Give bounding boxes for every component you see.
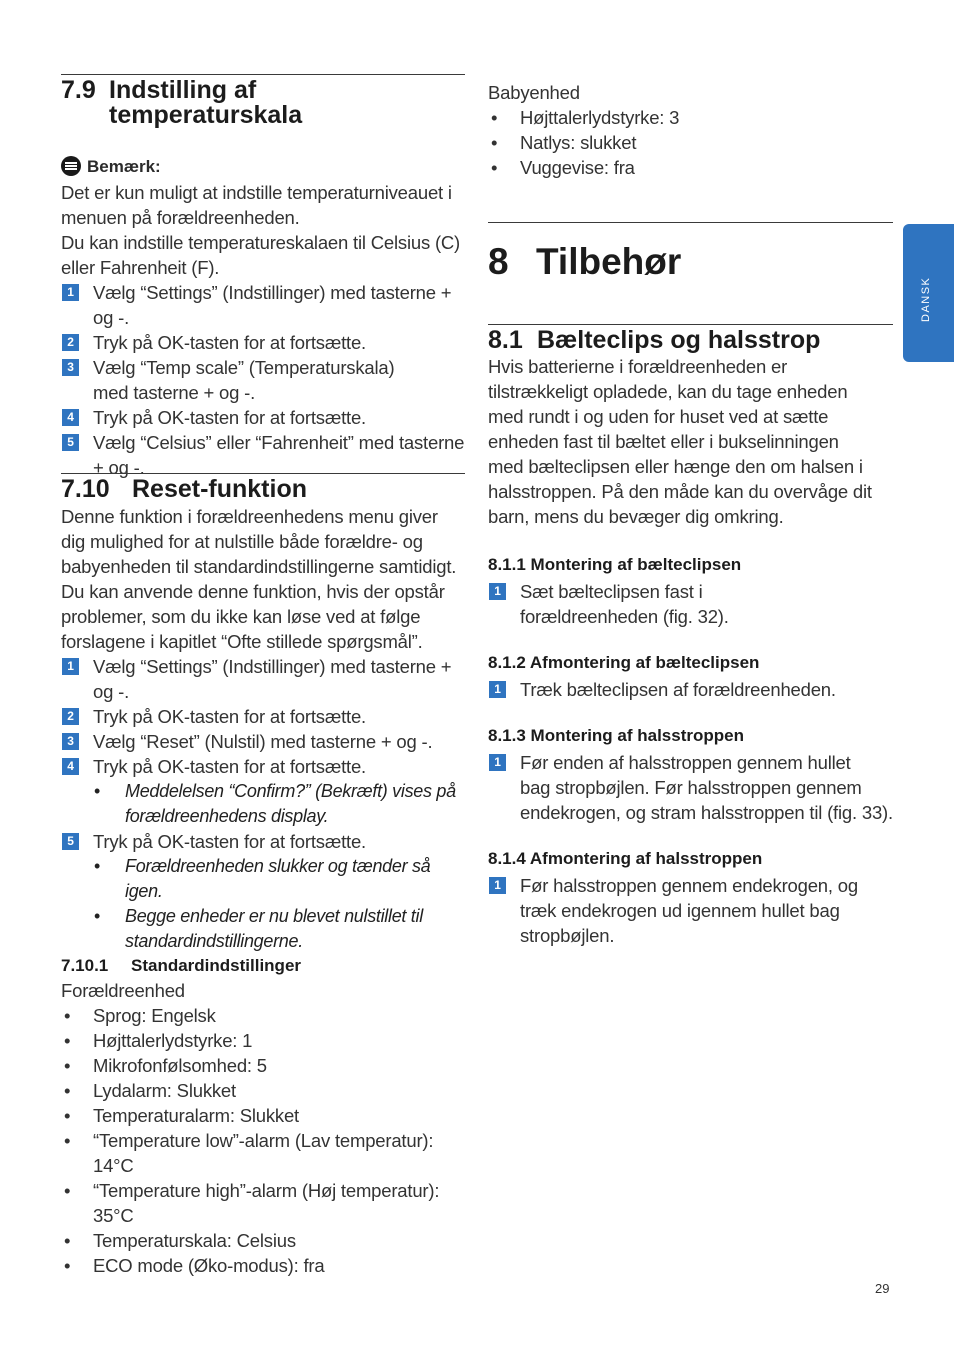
list-item-text: • Mikrofonfølsomhed: 5 — [93, 1055, 267, 1076]
step-text: med tasterne + og -. — [93, 382, 256, 403]
step-number: 1 — [62, 658, 79, 675]
paragraph-line: tilstrækkeligt opladede, kan du tage enheden — [488, 381, 848, 402]
step-text: Tryk på OK-tasten for at fortsætte. — [93, 407, 366, 428]
section-number: 7.10 — [61, 475, 110, 503]
step-result — [61, 854, 471, 904]
steps-7-9 — [61, 280, 471, 480]
page-number: 29 — [875, 1281, 890, 1296]
paragraph-line: med rundt i og uden for huset ved at sætte — [488, 406, 829, 427]
language-tab-label: DANSK — [920, 276, 932, 322]
list-item: • Natlys: slukket — [488, 130, 893, 155]
subsection-title: 8.1.2 Afmontering af bælteclipsen — [488, 653, 760, 672]
step-text: Vælg “Temp scale” (Temperaturskala) — [93, 357, 395, 378]
step-text: Før halsstroppen gennem endekrogen, og — [520, 875, 858, 896]
paragraph-line: dig mulighed for at nulstille både forældre- og — [61, 531, 423, 552]
paragraph-line: enheden fast til bæltet eller i bukselinningen — [488, 431, 839, 452]
step-result — [61, 779, 471, 829]
step-text: + og -. — [93, 457, 145, 478]
subsection-title: 8.1.4 Afmontering af halsstroppen — [488, 849, 763, 868]
step — [61, 704, 471, 729]
result-text: standardindstillingerne. — [125, 931, 303, 951]
step — [61, 829, 471, 854]
heading-7-10-1 — [61, 956, 301, 976]
note-header — [61, 154, 161, 179]
heading-8-1 — [488, 328, 820, 353]
list-item-text: • Lydalarm: Slukket — [93, 1080, 236, 1101]
step-number: 3 — [62, 359, 79, 376]
list-item: • Vuggevise: fra — [488, 155, 893, 180]
step — [61, 330, 471, 355]
step-number: 2 — [62, 334, 79, 351]
list-item — [61, 1053, 471, 1078]
subsection-title: 8.1.1 Montering af bælteclipsen — [488, 555, 742, 574]
section-7-10-intro — [61, 504, 471, 654]
step-text: Tryk på OK-tasten for at fortsætte. — [93, 332, 366, 353]
chapter-divider — [488, 222, 893, 223]
parent-unit-label: Forældreenhed — [61, 980, 185, 1001]
step-text: Før enden af halsstroppen gennem hullet — [520, 752, 851, 773]
subsection — [488, 726, 898, 825]
subsection — [488, 555, 898, 629]
section-title: Bælteclips og halsstrop — [537, 326, 821, 354]
note-icon — [61, 156, 81, 176]
list-item-text: 35°C — [93, 1205, 134, 1226]
step-number: 1 — [489, 754, 506, 771]
list-item: • Højttalerlydstyrke: 3 — [488, 105, 893, 130]
note-line: menuen på forældreenheden. — [61, 207, 300, 228]
step-text: Vælg “Celsius” eller “Fahrenheit” med tasterne — [93, 432, 465, 453]
section-7-9 — [61, 78, 465, 128]
result-text: • Begge enheder er nu blevet nulstillet til — [125, 906, 423, 926]
list-item — [61, 1228, 471, 1253]
step — [61, 729, 471, 754]
step-number: 1 — [489, 583, 506, 600]
section-title: Standardindstillinger — [131, 956, 302, 975]
step-text: Tryk på OK-tasten for at fortsætte. — [93, 756, 366, 777]
step-text: Vælg “Reset” (Nulstil) med tasterne + og -. — [93, 731, 433, 752]
step-text: Træk bælteclipsen af forældreenheden. — [520, 679, 836, 700]
step-text: Sæt bælteclipsen fast i — [520, 581, 703, 602]
list-item-text: • ECO mode (Øko-modus): fra — [93, 1255, 325, 1276]
section-number: 7.10.1 — [61, 956, 109, 975]
subsection-title: 8.1.3 Montering af halsstroppen — [488, 726, 744, 745]
paragraph-line: forslagene i kapitlet “Ofte stillede spørgsmål”. — [61, 631, 423, 652]
note-line: Du kan indstille temperatureskalaen til Celsius (C) — [61, 232, 461, 253]
step-number: 1 — [62, 284, 79, 301]
step-number: 4 — [62, 758, 79, 775]
step — [488, 677, 898, 702]
step-text: Vælg “Settings” (Indstillinger) med tasterne + og -. — [93, 282, 452, 328]
steps-7-10 — [61, 654, 471, 954]
result-text: forældreenhedens display. — [125, 806, 329, 826]
subsection — [488, 849, 898, 948]
step — [61, 405, 471, 430]
step-text: træk endekrogen ud igennem hullet bag — [520, 900, 840, 921]
step — [61, 654, 471, 704]
section-title-line2: temperaturskala — [109, 101, 303, 129]
step-text: forældreenheden (fig. 32). — [520, 606, 729, 627]
step-text: og -. — [93, 681, 130, 702]
section-number: 7.9 — [61, 76, 96, 104]
list-item-text: • Sprog: Engelsk — [93, 1005, 216, 1026]
paragraph-line: Du kan anvende denne funktion, hvis der opstår — [61, 581, 445, 602]
list-item-text: • “Temperature high”-alarm (Høj temperatur): — [93, 1180, 440, 1201]
note-line: Det er kun muligt at indstille temperaturniveauet i — [61, 182, 452, 203]
step-text: Tryk på OK-tasten for at fortsætte. — [93, 706, 366, 727]
step-text: endekrogen, og stram halsstroppen til (fig. 33). — [520, 802, 893, 823]
paragraph-line: Hvis batterierne i forældreenheden er — [488, 356, 788, 377]
section-divider — [488, 324, 893, 325]
list-item-text: • Højttalerlydstyrke: 1 — [93, 1030, 253, 1051]
baby-unit-label: Babyenhed — [488, 82, 580, 103]
chapter-number: 8 — [488, 241, 509, 282]
baby-defaults-list — [488, 105, 893, 180]
list-item — [61, 1003, 471, 1028]
list-item — [61, 1253, 471, 1278]
step-number: 1 — [489, 681, 506, 698]
step-number: 3 — [62, 733, 79, 750]
paragraph-line: barn, mens du bevæger dig omkring. — [488, 506, 784, 527]
parent-defaults-list — [61, 1003, 471, 1278]
step-text: Vælg “Settings” (Indstillinger) med tasterne + — [93, 656, 452, 677]
note — [61, 154, 161, 179]
result-text: Forældreenheden slukker og tænder så igen. — [125, 856, 431, 901]
section-title: Reset-funktion — [132, 475, 307, 503]
list-item — [61, 1178, 471, 1228]
step — [61, 355, 471, 405]
step-number: 1 — [489, 877, 506, 894]
paragraph-line: babyenheden til standardindstillingerne samtidigt. — [61, 556, 457, 577]
step-number: 2 — [62, 708, 79, 725]
section-divider — [61, 74, 465, 75]
step-number: 4 — [62, 409, 79, 426]
list-item-text: 14°C — [93, 1155, 134, 1176]
result-text: • Meddelelsen “Confirm?” (Bekræft) vises på — [125, 781, 456, 801]
section-divider — [61, 473, 465, 474]
language-tab — [903, 224, 954, 362]
note-line: eller Fahrenheit (F). — [61, 257, 220, 278]
step-text: bag stropbøjlen. Før halsstroppen gennem — [520, 777, 862, 798]
section-number: 8.1 — [488, 326, 523, 354]
step — [61, 280, 471, 330]
heading-7-9 — [61, 78, 465, 103]
chapter-name: Tilbehør — [536, 241, 682, 282]
list-item-text: • Temperaturalarm: Slukket — [93, 1105, 299, 1126]
list-item-text: • “Temperature low”-alarm (Lav temperatur): — [93, 1130, 434, 1151]
note-label: Bemærk: — [87, 157, 161, 176]
subsections — [488, 555, 898, 972]
paragraph-line: problemer, som du ikke kan løse ved at følge — [61, 606, 421, 627]
list-item-text: • Temperaturskala: Celsius — [93, 1230, 296, 1251]
note-text — [61, 180, 471, 280]
list-item — [61, 1103, 471, 1128]
step — [488, 750, 898, 825]
section-title: Indstilling af — [109, 76, 257, 104]
step — [61, 754, 471, 779]
step-result — [61, 904, 471, 954]
paragraph-line: med bælteclipsen eller hænge den om halsen i — [488, 456, 863, 477]
step-text: Tryk på OK-tasten for at fortsætte. — [93, 831, 366, 852]
step-text: stropbøjlen. — [520, 925, 615, 946]
subsection — [488, 653, 898, 702]
step-number: 5 — [62, 833, 79, 850]
step — [488, 579, 898, 629]
list-item — [61, 1028, 471, 1053]
paragraph-line: Denne funktion i forældreenhedens menu giver — [61, 506, 438, 527]
paragraph-line: halsstroppen. På den måde kan du overvåge dit — [488, 481, 872, 502]
list-item — [61, 1078, 471, 1103]
step-number: 5 — [62, 434, 79, 451]
section-8-1-body — [488, 354, 898, 529]
list-item — [61, 1128, 471, 1178]
step — [488, 873, 898, 948]
heading-7-10 — [61, 477, 307, 502]
chapter-title — [488, 242, 681, 282]
